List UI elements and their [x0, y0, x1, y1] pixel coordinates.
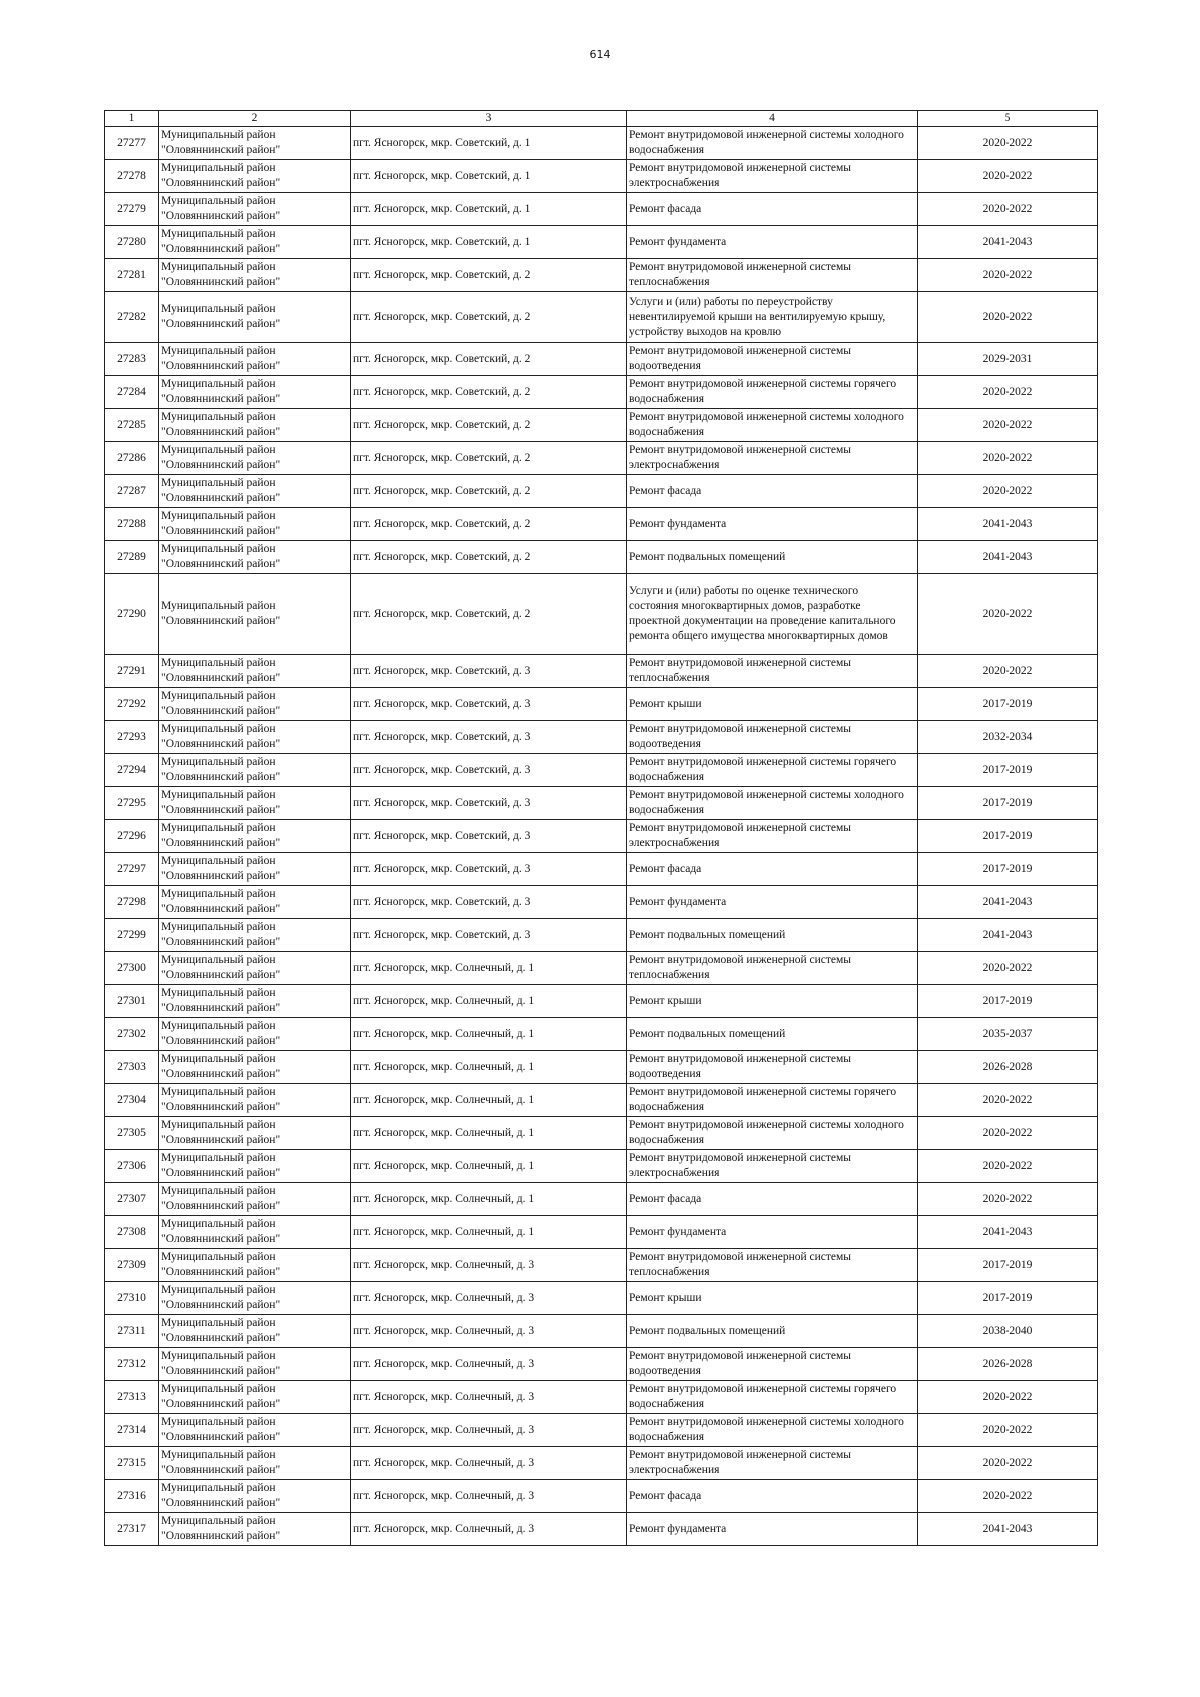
table-row	[105, 1282, 1098, 1315]
repair-schedule-table	[104, 110, 1098, 1546]
address-cell: пгт. Ясногорск, мкр. Советский, д. 3	[351, 787, 627, 820]
work-type-cell: Ремонт внутридомовой инженерной системы холодного водоснабжения	[627, 787, 918, 820]
period-cell: 2017-2019	[918, 787, 1098, 820]
row-number: 27317	[105, 1513, 159, 1546]
address-cell: пгт. Ясногорск, мкр. Советский, д. 2	[351, 541, 627, 574]
period-cell: 2026-2028	[918, 1051, 1098, 1084]
work-type-cell: Ремонт подвальных помещений	[627, 919, 918, 952]
table-row	[105, 1315, 1098, 1348]
row-number: 27316	[105, 1480, 159, 1513]
row-number: 27308	[105, 1216, 159, 1249]
row-number: 27281	[105, 259, 159, 292]
municipality-cell: Муниципальный район "Оловяннинский район"	[159, 1414, 351, 1447]
work-type-cell: Ремонт внутридомовой инженерной системы горячего водоснабжения	[627, 1381, 918, 1414]
address-cell: пгт. Ясногорск, мкр. Советский, д. 1	[351, 160, 627, 193]
period-cell: 2041-2043	[918, 886, 1098, 919]
work-type-cell: Ремонт внутридомовой инженерной системы горячего водоснабжения	[627, 376, 918, 409]
table-row	[105, 343, 1098, 376]
municipality-cell: Муниципальный район "Оловяннинский район"	[159, 853, 351, 886]
table-row	[105, 541, 1098, 574]
work-type-cell: Ремонт фундамента	[627, 1216, 918, 1249]
row-number: 27295	[105, 787, 159, 820]
table-row	[105, 1480, 1098, 1513]
row-number: 27305	[105, 1117, 159, 1150]
work-type-cell: Ремонт крыши	[627, 688, 918, 721]
work-type-cell: Ремонт фасада	[627, 193, 918, 226]
work-type-cell: Ремонт внутридомовой инженерной системы электроснабжения	[627, 820, 918, 853]
period-cell: 2017-2019	[918, 754, 1098, 787]
row-number: 27306	[105, 1150, 159, 1183]
work-type-cell: Ремонт внутридомовой инженерной системы теплоснабжения	[627, 655, 918, 688]
table-row	[105, 160, 1098, 193]
period-cell: 2020-2022	[918, 292, 1098, 343]
work-type-cell: Ремонт внутридомовой инженерной системы электроснабжения	[627, 160, 918, 193]
address-cell: пгт. Ясногорск, мкр. Солнечный, д. 1	[351, 952, 627, 985]
address-cell: пгт. Ясногорск, мкр. Солнечный, д. 1	[351, 1117, 627, 1150]
period-cell: 2020-2022	[918, 1480, 1098, 1513]
row-number: 27311	[105, 1315, 159, 1348]
municipality-cell: Муниципальный район "Оловяннинский район"	[159, 475, 351, 508]
address-cell: пгт. Ясногорск, мкр. Советский, д. 2	[351, 376, 627, 409]
table-row	[105, 1051, 1098, 1084]
period-cell: 2041-2043	[918, 1513, 1098, 1546]
municipality-cell: Муниципальный район "Оловяннинский район"	[159, 508, 351, 541]
municipality-cell: Муниципальный район "Оловяннинский район"	[159, 1447, 351, 1480]
municipality-cell: Муниципальный район "Оловяннинский район"	[159, 655, 351, 688]
municipality-cell: Муниципальный район "Оловяннинский район"	[159, 1150, 351, 1183]
address-cell: пгт. Ясногорск, мкр. Советский, д. 2	[351, 442, 627, 475]
period-cell: 2020-2022	[918, 259, 1098, 292]
municipality-cell: Муниципальный район "Оловяннинский район"	[159, 1513, 351, 1546]
address-cell: пгт. Ясногорск, мкр. Советский, д. 3	[351, 919, 627, 952]
period-cell: 2038-2040	[918, 1315, 1098, 1348]
address-cell: пгт. Ясногорск, мкр. Советский, д. 3	[351, 853, 627, 886]
row-number: 27304	[105, 1084, 159, 1117]
address-cell: пгт. Ясногорск, мкр. Солнечный, д. 1	[351, 1018, 627, 1051]
table-row	[105, 1381, 1098, 1414]
table-row	[105, 574, 1098, 655]
address-cell: пгт. Ясногорск, мкр. Солнечный, д. 1	[351, 1150, 627, 1183]
address-cell: пгт. Ясногорск, мкр. Солнечный, д. 1	[351, 1216, 627, 1249]
work-type-cell: Ремонт внутридомовой инженерной системы водоотведения	[627, 1348, 918, 1381]
municipality-cell: Муниципальный район "Оловяннинский район"	[159, 952, 351, 985]
row-number: 27278	[105, 160, 159, 193]
row-number: 27312	[105, 1348, 159, 1381]
municipality-cell: Муниципальный район "Оловяннинский район"	[159, 292, 351, 343]
column-number-row	[105, 111, 1098, 127]
work-type-cell: Ремонт подвальных помещений	[627, 541, 918, 574]
work-type-cell: Ремонт внутридомовой инженерной системы холодного водоснабжения	[627, 409, 918, 442]
address-cell: пгт. Ясногорск, мкр. Советский, д. 1	[351, 127, 627, 160]
row-number: 27288	[105, 508, 159, 541]
column-header: 3	[351, 111, 627, 127]
municipality-cell: Муниципальный район "Оловяннинский район"	[159, 1117, 351, 1150]
municipality-cell: Муниципальный район "Оловяннинский район"	[159, 1282, 351, 1315]
column-header: 5	[918, 111, 1098, 127]
work-type-cell: Ремонт внутридомовой инженерной системы холодного водоснабжения	[627, 1414, 918, 1447]
address-cell: пгт. Ясногорск, мкр. Советский, д. 1	[351, 226, 627, 259]
row-number: 27301	[105, 985, 159, 1018]
municipality-cell: Муниципальный район "Оловяннинский район"	[159, 1315, 351, 1348]
table-row	[105, 1117, 1098, 1150]
row-number: 27290	[105, 574, 159, 655]
table-row	[105, 886, 1098, 919]
period-cell: 2020-2022	[918, 574, 1098, 655]
address-cell: пгт. Ясногорск, мкр. Солнечный, д. 3	[351, 1414, 627, 1447]
address-cell: пгт. Ясногорск, мкр. Советский, д. 3	[351, 886, 627, 919]
municipality-cell: Муниципальный район "Оловяннинский район"	[159, 1480, 351, 1513]
address-cell: пгт. Ясногорск, мкр. Советский, д. 2	[351, 409, 627, 442]
municipality-cell: Муниципальный район "Оловяннинский район"	[159, 1051, 351, 1084]
table-row	[105, 853, 1098, 886]
municipality-cell: Муниципальный район "Оловяннинский район"	[159, 787, 351, 820]
row-number: 27303	[105, 1051, 159, 1084]
table-row	[105, 952, 1098, 985]
address-cell: пгт. Ясногорск, мкр. Советский, д. 3	[351, 754, 627, 787]
work-type-cell: Ремонт внутридомовой инженерной системы холодного водоснабжения	[627, 127, 918, 160]
work-type-cell: Ремонт внутридомовой инженерной системы водоотведения	[627, 343, 918, 376]
row-number: 27282	[105, 292, 159, 343]
period-cell: 2020-2022	[918, 442, 1098, 475]
row-number: 27294	[105, 754, 159, 787]
municipality-cell: Муниципальный район "Оловяннинский район"	[159, 1183, 351, 1216]
address-cell: пгт. Ясногорск, мкр. Советский, д. 2	[351, 292, 627, 343]
address-cell: пгт. Ясногорск, мкр. Советский, д. 2	[351, 259, 627, 292]
municipality-cell: Муниципальный район "Оловяннинский район"	[159, 409, 351, 442]
municipality-cell: Муниципальный район "Оловяннинский район"	[159, 886, 351, 919]
work-type-cell: Ремонт внутридомовой инженерной системы водоотведения	[627, 1051, 918, 1084]
table-row	[105, 193, 1098, 226]
row-number: 27284	[105, 376, 159, 409]
period-cell: 2017-2019	[918, 985, 1098, 1018]
table-row	[105, 1414, 1098, 1447]
work-type-cell: Ремонт внутридомовой инженерной системы электроснабжения	[627, 1447, 918, 1480]
period-cell: 2017-2019	[918, 1249, 1098, 1282]
municipality-cell: Муниципальный район "Оловяннинский район"	[159, 442, 351, 475]
work-type-cell: Ремонт внутридомовой инженерной системы горячего водоснабжения	[627, 1084, 918, 1117]
period-cell: 2020-2022	[918, 1447, 1098, 1480]
column-header: 2	[159, 111, 351, 127]
address-cell: пгт. Ясногорск, мкр. Солнечный, д. 3	[351, 1249, 627, 1282]
address-cell: пгт. Ясногорск, мкр. Советский, д. 2	[351, 475, 627, 508]
municipality-cell: Муниципальный район "Оловяннинский район"	[159, 1084, 351, 1117]
table-row	[105, 1348, 1098, 1381]
row-number: 27280	[105, 226, 159, 259]
municipality-cell: Муниципальный район "Оловяннинский район"	[159, 1348, 351, 1381]
work-type-cell: Ремонт фундамента	[627, 1513, 918, 1546]
period-cell: 2020-2022	[918, 655, 1098, 688]
row-number: 27297	[105, 853, 159, 886]
municipality-cell: Муниципальный район "Оловяннинский район"	[159, 1216, 351, 1249]
row-number: 27299	[105, 919, 159, 952]
address-cell: пгт. Ясногорск, мкр. Солнечный, д. 3	[351, 1480, 627, 1513]
address-cell: пгт. Ясногорск, мкр. Солнечный, д. 3	[351, 1513, 627, 1546]
row-number: 27285	[105, 409, 159, 442]
row-number: 27309	[105, 1249, 159, 1282]
table-row	[105, 1150, 1098, 1183]
municipality-cell: Муниципальный район "Оловяннинский район"	[159, 754, 351, 787]
column-header: 1	[105, 111, 159, 127]
row-number: 27314	[105, 1414, 159, 1447]
period-cell: 2026-2028	[918, 1348, 1098, 1381]
table-row	[105, 1084, 1098, 1117]
work-type-cell: Ремонт крыши	[627, 985, 918, 1018]
municipality-cell: Муниципальный район "Оловяннинский район"	[159, 1249, 351, 1282]
period-cell: 2017-2019	[918, 1282, 1098, 1315]
work-type-cell: Ремонт фасада	[627, 853, 918, 886]
address-cell: пгт. Ясногорск, мкр. Солнечный, д. 3	[351, 1348, 627, 1381]
address-cell: пгт. Ясногорск, мкр. Советский, д. 2	[351, 508, 627, 541]
work-type-cell: Ремонт внутридомовой инженерной системы электроснабжения	[627, 1150, 918, 1183]
period-cell: 2020-2022	[918, 409, 1098, 442]
period-cell: 2041-2043	[918, 1216, 1098, 1249]
period-cell: 2029-2031	[918, 343, 1098, 376]
period-cell: 2020-2022	[918, 160, 1098, 193]
work-type-cell: Ремонт фундамента	[627, 886, 918, 919]
period-cell: 2020-2022	[918, 193, 1098, 226]
period-cell: 2020-2022	[918, 1117, 1098, 1150]
row-number: 27292	[105, 688, 159, 721]
table-row	[105, 508, 1098, 541]
municipality-cell: Муниципальный район "Оловяннинский район"	[159, 160, 351, 193]
period-cell: 2017-2019	[918, 688, 1098, 721]
address-cell: пгт. Ясногорск, мкр. Советский, д. 3	[351, 721, 627, 754]
period-cell: 2041-2043	[918, 541, 1098, 574]
work-type-cell: Ремонт внутридомовой инженерной системы горячего водоснабжения	[627, 754, 918, 787]
row-number: 27291	[105, 655, 159, 688]
table-row	[105, 1018, 1098, 1051]
row-number: 27298	[105, 886, 159, 919]
table-row	[105, 1447, 1098, 1480]
work-type-cell: Ремонт внутридомовой инженерной системы теплоснабжения	[627, 259, 918, 292]
table-row	[105, 409, 1098, 442]
table-row	[105, 688, 1098, 721]
row-number: 27279	[105, 193, 159, 226]
address-cell: пгт. Ясногорск, мкр. Солнечный, д. 1	[351, 985, 627, 1018]
address-cell: пгт. Ясногорск, мкр. Солнечный, д. 1	[351, 1051, 627, 1084]
address-cell: пгт. Ясногорск, мкр. Солнечный, д. 3	[351, 1447, 627, 1480]
address-cell: пгт. Ясногорск, мкр. Советский, д. 2	[351, 574, 627, 655]
address-cell: пгт. Ясногорск, мкр. Советский, д. 3	[351, 655, 627, 688]
work-type-cell: Ремонт внутридомовой инженерной системы холодного водоснабжения	[627, 1117, 918, 1150]
table-row	[105, 1183, 1098, 1216]
work-type-cell: Ремонт внутридомовой инженерной системы водоотведения	[627, 721, 918, 754]
table-row	[105, 787, 1098, 820]
address-cell: пгт. Ясногорск, мкр. Солнечный, д. 3	[351, 1282, 627, 1315]
municipality-cell: Муниципальный район "Оловяннинский район"	[159, 820, 351, 853]
period-cell: 2020-2022	[918, 1150, 1098, 1183]
address-cell: пгт. Ясногорск, мкр. Солнечный, д. 1	[351, 1084, 627, 1117]
table-row	[105, 919, 1098, 952]
period-cell: 2035-2037	[918, 1018, 1098, 1051]
table-row	[105, 475, 1098, 508]
column-header: 4	[627, 111, 918, 127]
municipality-cell: Муниципальный район "Оловяннинский район"	[159, 985, 351, 1018]
period-cell: 2017-2019	[918, 853, 1098, 886]
row-number: 27277	[105, 127, 159, 160]
table-row	[105, 655, 1098, 688]
period-cell: 2017-2019	[918, 820, 1098, 853]
page-number: 614	[589, 48, 611, 61]
municipality-cell: Муниципальный район "Оловяннинский район"	[159, 541, 351, 574]
municipality-cell: Муниципальный район "Оловяннинский район"	[159, 721, 351, 754]
work-type-cell: Ремонт фасада	[627, 475, 918, 508]
table-body	[105, 127, 1098, 1546]
table-row	[105, 1216, 1098, 1249]
municipality-cell: Муниципальный район "Оловяннинский район"	[159, 259, 351, 292]
table-row	[105, 376, 1098, 409]
work-type-cell: Ремонт фундамента	[627, 226, 918, 259]
address-cell: пгт. Ясногорск, мкр. Советский, д. 3	[351, 688, 627, 721]
period-cell: 2020-2022	[918, 376, 1098, 409]
row-number: 27293	[105, 721, 159, 754]
table-row	[105, 1513, 1098, 1546]
period-cell: 2020-2022	[918, 1084, 1098, 1117]
municipality-cell: Муниципальный район "Оловяннинский район"	[159, 919, 351, 952]
municipality-cell: Муниципальный район "Оловяннинский район"	[159, 1381, 351, 1414]
row-number: 27307	[105, 1183, 159, 1216]
row-number: 27283	[105, 343, 159, 376]
address-cell: пгт. Ясногорск, мкр. Советский, д. 1	[351, 193, 627, 226]
work-type-cell: Услуги и (или) работы по оценке технического состояния многоквартирных домов, разработке проектной документации на проведение капитального ремонта общего имущества многоквартирных домов	[627, 574, 918, 655]
period-cell: 2041-2043	[918, 508, 1098, 541]
work-type-cell: Ремонт внутридомовой инженерной системы теплоснабжения	[627, 952, 918, 985]
table-row	[105, 442, 1098, 475]
work-type-cell: Ремонт фундамента	[627, 508, 918, 541]
address-cell: пгт. Ясногорск, мкр. Солнечный, д. 3	[351, 1381, 627, 1414]
municipality-cell: Муниципальный район "Оловяннинский район"	[159, 343, 351, 376]
table-row	[105, 820, 1098, 853]
municipality-cell: Муниципальный район "Оловяннинский район"	[159, 226, 351, 259]
row-number: 27300	[105, 952, 159, 985]
work-type-cell: Ремонт внутридомовой инженерной системы электроснабжения	[627, 442, 918, 475]
row-number: 27289	[105, 541, 159, 574]
table-row	[105, 259, 1098, 292]
period-cell: 2020-2022	[918, 1381, 1098, 1414]
work-type-cell: Ремонт фасада	[627, 1480, 918, 1513]
work-type-cell: Услуги и (или) работы по переустройству невентилируемой крыши на вентилируемую крышу, устройству выходов на кровлю	[627, 292, 918, 343]
address-cell: пгт. Ясногорск, мкр. Солнечный, д. 3	[351, 1315, 627, 1348]
municipality-cell: Муниципальный район "Оловяннинский район"	[159, 376, 351, 409]
period-cell: 2032-2034	[918, 721, 1098, 754]
table-row	[105, 721, 1098, 754]
row-number: 27302	[105, 1018, 159, 1051]
period-cell: 2041-2043	[918, 226, 1098, 259]
period-cell: 2020-2022	[918, 1414, 1098, 1447]
work-type-cell: Ремонт подвальных помещений	[627, 1018, 918, 1051]
row-number: 27310	[105, 1282, 159, 1315]
table-row	[105, 754, 1098, 787]
address-cell: пгт. Ясногорск, мкр. Советский, д. 2	[351, 343, 627, 376]
period-cell: 2020-2022	[918, 475, 1098, 508]
row-number: 27286	[105, 442, 159, 475]
row-number: 27315	[105, 1447, 159, 1480]
address-cell: пгт. Ясногорск, мкр. Советский, д. 3	[351, 820, 627, 853]
row-number: 27296	[105, 820, 159, 853]
work-type-cell: Ремонт фасада	[627, 1183, 918, 1216]
period-cell: 2041-2043	[918, 919, 1098, 952]
municipality-cell: Муниципальный район "Оловяннинский район"	[159, 574, 351, 655]
period-cell: 2020-2022	[918, 127, 1098, 160]
table-row	[105, 1249, 1098, 1282]
row-number: 27287	[105, 475, 159, 508]
municipality-cell: Муниципальный район "Оловяннинский район"	[159, 688, 351, 721]
table-row	[105, 127, 1098, 160]
address-cell: пгт. Ясногорск, мкр. Солнечный, д. 1	[351, 1183, 627, 1216]
municipality-cell: Муниципальный район "Оловяннинский район"	[159, 193, 351, 226]
work-type-cell: Ремонт внутридомовой инженерной системы теплоснабжения	[627, 1249, 918, 1282]
municipality-cell: Муниципальный район "Оловяннинский район"	[159, 1018, 351, 1051]
work-type-cell: Ремонт подвальных помещений	[627, 1315, 918, 1348]
table-row	[105, 292, 1098, 343]
period-cell: 2020-2022	[918, 952, 1098, 985]
table-row	[105, 226, 1098, 259]
table-row	[105, 985, 1098, 1018]
period-cell: 2020-2022	[918, 1183, 1098, 1216]
municipality-cell: Муниципальный район "Оловяннинский район"	[159, 127, 351, 160]
work-type-cell: Ремонт крыши	[627, 1282, 918, 1315]
row-number: 27313	[105, 1381, 159, 1414]
